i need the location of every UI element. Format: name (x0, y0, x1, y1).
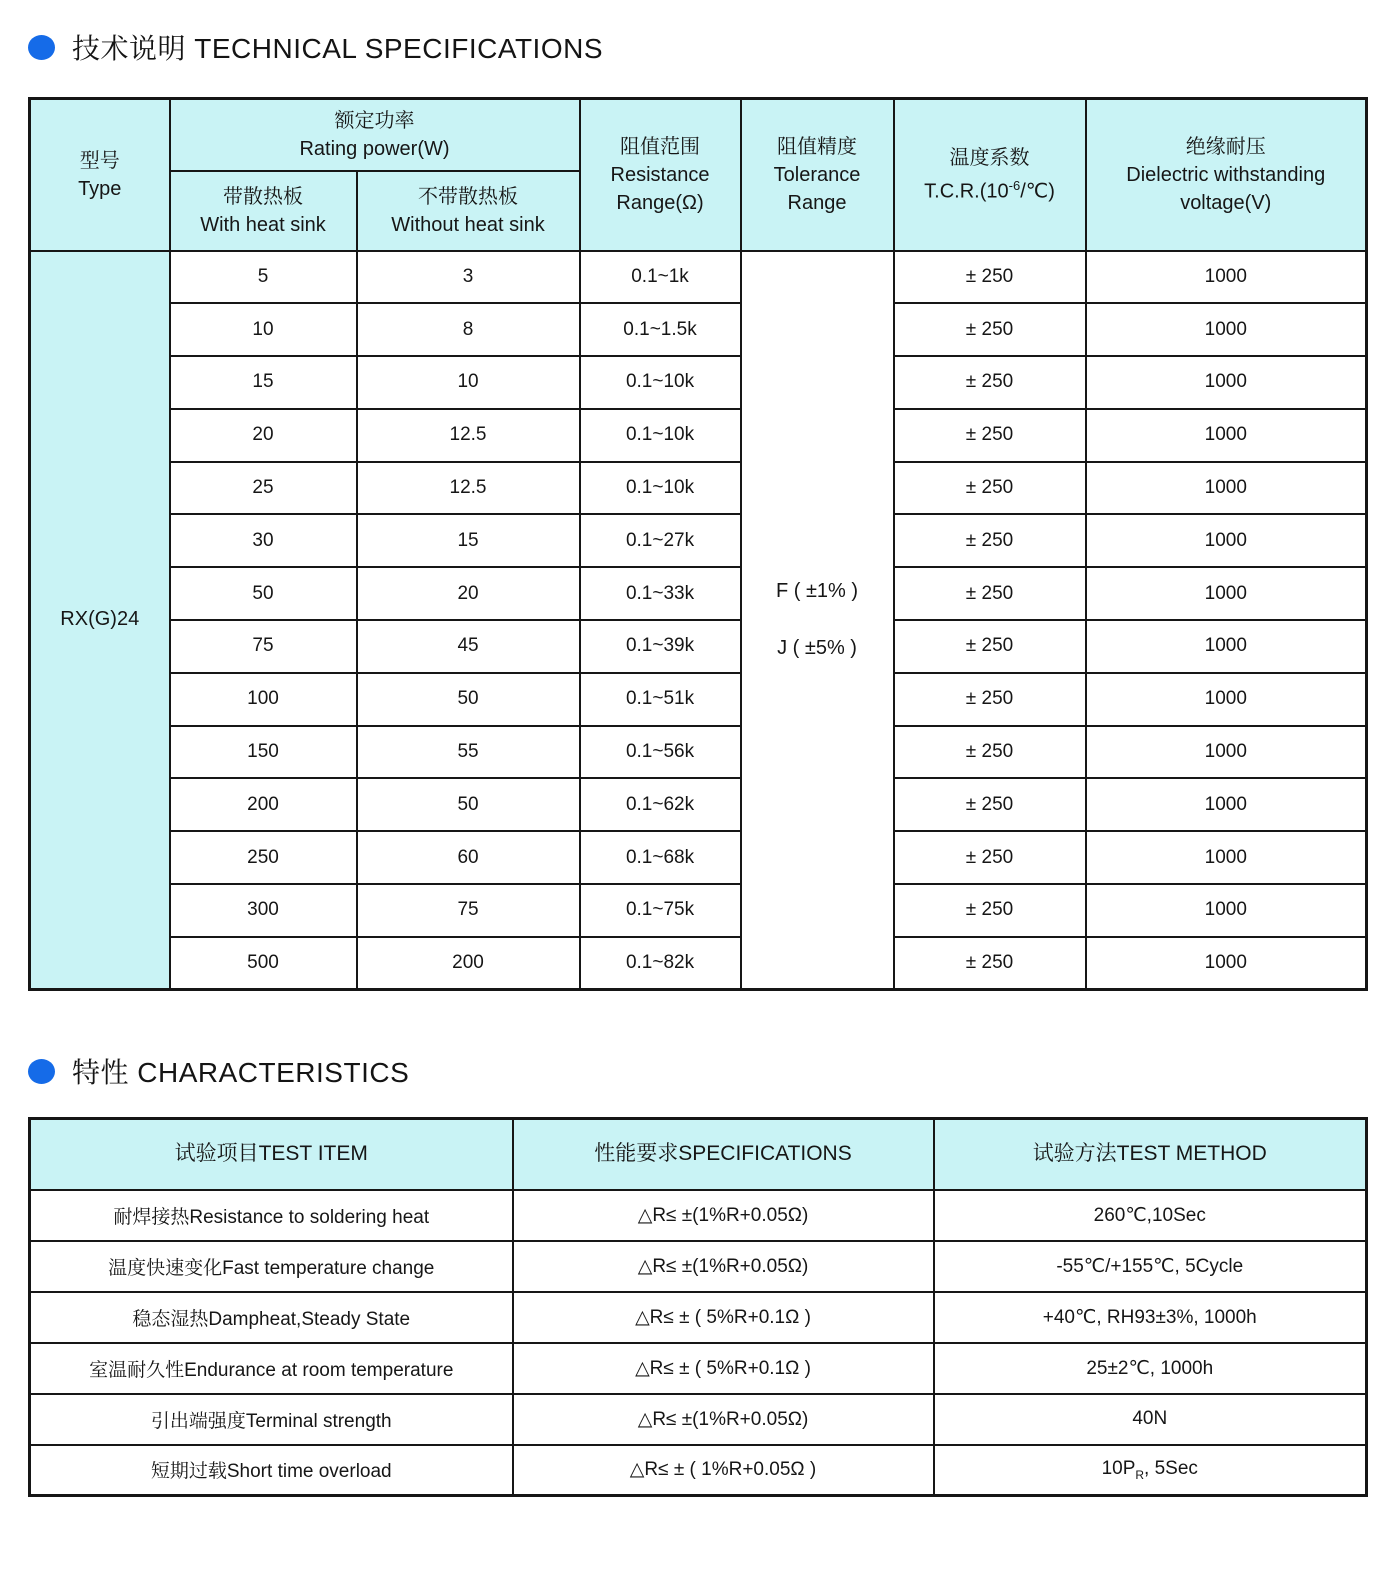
test-item-cell: 耐焊接热Resistance to soldering heat (30, 1190, 513, 1241)
tcr-cell: ± 250 (894, 884, 1086, 937)
resistance-range-cell: 0.1~27k (580, 514, 741, 567)
spec-row (30, 673, 1367, 726)
characteristic-row (30, 1241, 1367, 1292)
col-header-rating-power (170, 99, 580, 171)
type-value-cell: RX(G)24 (30, 251, 170, 990)
resistance-range-cell: 0.1~39k (580, 620, 741, 673)
tcr-cell: ± 250 (894, 251, 1086, 304)
specification-cell: △R≤ ±(1%R+0.05Ω) (513, 1190, 934, 1241)
header-line: Range (787, 191, 847, 214)
header-line: Without heat sink (391, 213, 545, 236)
voltage-cell: 1000 (1086, 778, 1367, 831)
test-item-cell: 稳态湿热Dampheat,Steady State (30, 1292, 513, 1343)
specification-cell: △R≤ ± ( 1%R+0.05Ω ) (513, 1445, 934, 1496)
technical-specifications-table (28, 97, 1368, 991)
with-heat-sink-cell: 200 (170, 778, 357, 831)
col-header-dielectric-voltage (1086, 99, 1367, 251)
without-heat-sink-cell: 20 (357, 567, 580, 620)
header-line: Dielectric withstanding (1126, 163, 1326, 186)
without-heat-sink-cell: 3 (357, 251, 580, 304)
test-item-cell: 引出端强度Terminal strength (30, 1394, 513, 1445)
with-heat-sink-cell: 10 (170, 303, 357, 356)
blue-dot-icon (28, 35, 55, 60)
with-heat-sink-cell: 250 (170, 831, 357, 884)
spec-row (30, 778, 1367, 831)
header-line: 温度系数 (949, 146, 1030, 169)
voltage-cell: 1000 (1086, 409, 1367, 462)
characteristic-row (30, 1190, 1367, 1241)
resistance-range-cell: 0.1~10k (580, 409, 741, 462)
spec-row (30, 937, 1367, 990)
spec-row (30, 726, 1367, 779)
characteristic-row (30, 1445, 1367, 1496)
test-method-cell (934, 1445, 1367, 1496)
resistance-range-cell: 0.1~68k (580, 831, 741, 884)
tolerance-line-j: J ( ±5% ) (777, 636, 857, 659)
tcr-cell: ± 250 (894, 831, 1086, 884)
col-header-resistance-range (580, 99, 741, 251)
with-heat-sink-cell: 100 (170, 673, 357, 726)
resistance-range-cell: 0.1~62k (580, 778, 741, 831)
without-heat-sink-cell: 75 (357, 884, 580, 937)
specification-cell: △R≤ ± ( 5%R+0.1Ω ) (513, 1343, 934, 1394)
header-line: 型号 (79, 149, 120, 172)
voltage-cell: 1000 (1086, 884, 1367, 937)
voltage-cell: 1000 (1086, 673, 1367, 726)
spec-row (30, 462, 1367, 515)
with-heat-sink-cell: 30 (170, 514, 357, 567)
without-heat-sink-cell: 8 (357, 303, 580, 356)
specification-cell: △R≤ ± ( 5%R+0.1Ω ) (513, 1292, 934, 1343)
voltage-cell: 1000 (1086, 356, 1367, 409)
tcr-cell: ± 250 (894, 937, 1086, 990)
section-title-technical-specifications (28, 27, 1365, 67)
tcr-cell: ± 250 (894, 620, 1086, 673)
with-heat-sink-cell: 150 (170, 726, 357, 779)
tolerance-line-f: F ( ±1% ) (775, 579, 859, 602)
spec-row (30, 356, 1367, 409)
spec-row (30, 303, 1367, 356)
voltage-cell: 1000 (1086, 303, 1367, 356)
header-line: Rating power(W) (299, 137, 450, 160)
section-title-characteristics (28, 1051, 1365, 1091)
test-item-cell: 室温耐久性Endurance at room temperature (30, 1343, 513, 1394)
header-line: Type (78, 177, 122, 200)
with-heat-sink-cell: 75 (170, 620, 357, 673)
with-heat-sink-cell: 20 (170, 409, 357, 462)
without-heat-sink-cell: 50 (357, 778, 580, 831)
test-method-cell: 260℃,10Sec (934, 1190, 1367, 1241)
specification-cell: △R≤ ±(1%R+0.05Ω) (513, 1394, 934, 1445)
spec-row (30, 514, 1367, 567)
characteristics-table (28, 1117, 1368, 1497)
header-line: 阻值精度 (777, 135, 858, 158)
tcr-cell: ± 250 (894, 462, 1086, 515)
tcr-post: /℃) (1020, 180, 1055, 203)
without-heat-sink-cell: 55 (357, 726, 580, 779)
without-heat-sink-cell: 200 (357, 937, 580, 990)
voltage-cell: 1000 (1086, 567, 1367, 620)
with-heat-sink-cell: 50 (170, 567, 357, 620)
without-heat-sink-cell: 50 (357, 673, 580, 726)
blue-dot-icon (28, 1059, 55, 1084)
tolerance-lines (746, 580, 889, 660)
test-method-cell: 40N (934, 1394, 1367, 1445)
tcr-cell: ± 250 (894, 409, 1086, 462)
col-header-with-heat-sink (170, 171, 357, 251)
header-line: 不带散热板 (418, 185, 518, 208)
tcr-cell: ± 250 (894, 778, 1086, 831)
without-heat-sink-cell: 60 (357, 831, 580, 884)
specification-cell: △R≤ ±(1%R+0.05Ω) (513, 1241, 934, 1292)
col-header-test-item: 试验项目TEST ITEM (30, 1119, 513, 1190)
characteristic-row (30, 1292, 1367, 1343)
method-subscript: R (1135, 1467, 1145, 1482)
header-line: With heat sink (200, 213, 326, 236)
header-line: Resistance (610, 163, 710, 186)
header-line: Tolerance (773, 163, 861, 186)
test-method-cell: 25±2℃, 1000h (934, 1343, 1367, 1394)
without-heat-sink-cell: 45 (357, 620, 580, 673)
resistance-range-cell: 0.1~1k (580, 251, 741, 304)
voltage-cell: 1000 (1086, 251, 1367, 304)
spec-row (30, 620, 1367, 673)
spec-row (30, 884, 1367, 937)
resistance-range-cell: 0.1~1.5k (580, 303, 741, 356)
tcr-cell: ± 250 (894, 673, 1086, 726)
header-line-tcr (899, 172, 1081, 206)
header-line: 阻值范围 (620, 135, 701, 158)
with-heat-sink-cell: 500 (170, 937, 357, 990)
resistance-range-cell: 0.1~33k (580, 567, 741, 620)
col-header-without-heat-sink (357, 171, 580, 251)
test-item-cell: 温度快速变化Fast temperature change (30, 1241, 513, 1292)
resistance-range-cell: 0.1~10k (580, 462, 741, 515)
voltage-cell: 1000 (1086, 831, 1367, 884)
tcr-cell: ± 250 (894, 356, 1086, 409)
section-title-text: 技术说明 TECHNICAL SPECIFICATIONS (72, 33, 603, 64)
method-post: , 5Sec (1144, 1458, 1198, 1479)
section-title-text: 特性 CHARACTERISTICS (72, 1057, 410, 1089)
voltage-cell: 1000 (1086, 937, 1367, 990)
tcr-cell: ± 250 (894, 567, 1086, 620)
header-line: 带散热板 (223, 185, 303, 208)
header-line: Range(Ω) (616, 191, 704, 214)
with-heat-sink-cell: 5 (170, 251, 357, 304)
characteristic-row (30, 1394, 1367, 1445)
voltage-cell: 1000 (1086, 514, 1367, 567)
tcr-pre: T.C.R.(10 (924, 180, 1009, 203)
voltage-cell: 1000 (1086, 726, 1367, 779)
header-line: 额定功率 (334, 109, 415, 132)
tcr-exponent: -6 (1008, 177, 1021, 193)
voltage-cell: 1000 (1086, 462, 1367, 515)
with-heat-sink-cell: 15 (170, 356, 357, 409)
tolerance-value-cell (741, 251, 894, 990)
test-method-cell: -55℃/+155℃, 5Cycle (934, 1241, 1367, 1292)
test-method-cell: +40℃, RH93±3%, 1000h (934, 1292, 1367, 1343)
resistance-range-cell: 0.1~10k (580, 356, 741, 409)
col-header-type (30, 99, 170, 251)
resistance-range-cell: 0.1~82k (580, 937, 741, 990)
header-line: 绝缘耐压 (1185, 135, 1266, 158)
tcr-cell: ± 250 (894, 303, 1086, 356)
with-heat-sink-cell: 300 (170, 884, 357, 937)
method-pre: 10P (1101, 1458, 1136, 1479)
test-item-cell: 短期过载Short time overload (30, 1445, 513, 1496)
resistance-range-cell: 0.1~75k (580, 884, 741, 937)
voltage-cell: 1000 (1086, 620, 1367, 673)
spec-row (30, 567, 1367, 620)
characteristic-row (30, 1343, 1367, 1394)
with-heat-sink-cell: 25 (170, 462, 357, 515)
col-header-tcr (894, 99, 1086, 251)
col-header-specifications: 性能要求SPECIFICATIONS (513, 1119, 934, 1190)
col-header-test-method: 试验方法TEST METHOD (934, 1119, 1367, 1190)
tcr-cell: ± 250 (894, 514, 1086, 567)
col-header-tolerance-range (741, 99, 894, 251)
header-line: voltage(V) (1180, 191, 1272, 214)
resistance-range-cell: 0.1~56k (580, 726, 741, 779)
without-heat-sink-cell: 15 (357, 514, 580, 567)
spec-row (30, 409, 1367, 462)
without-heat-sink-cell: 12.5 (357, 462, 580, 515)
spec-row (30, 831, 1367, 884)
without-heat-sink-cell: 12.5 (357, 409, 580, 462)
resistance-range-cell: 0.1~51k (580, 673, 741, 726)
without-heat-sink-cell: 10 (357, 356, 580, 409)
spec-row (30, 251, 1367, 304)
tcr-cell: ± 250 (894, 726, 1086, 779)
